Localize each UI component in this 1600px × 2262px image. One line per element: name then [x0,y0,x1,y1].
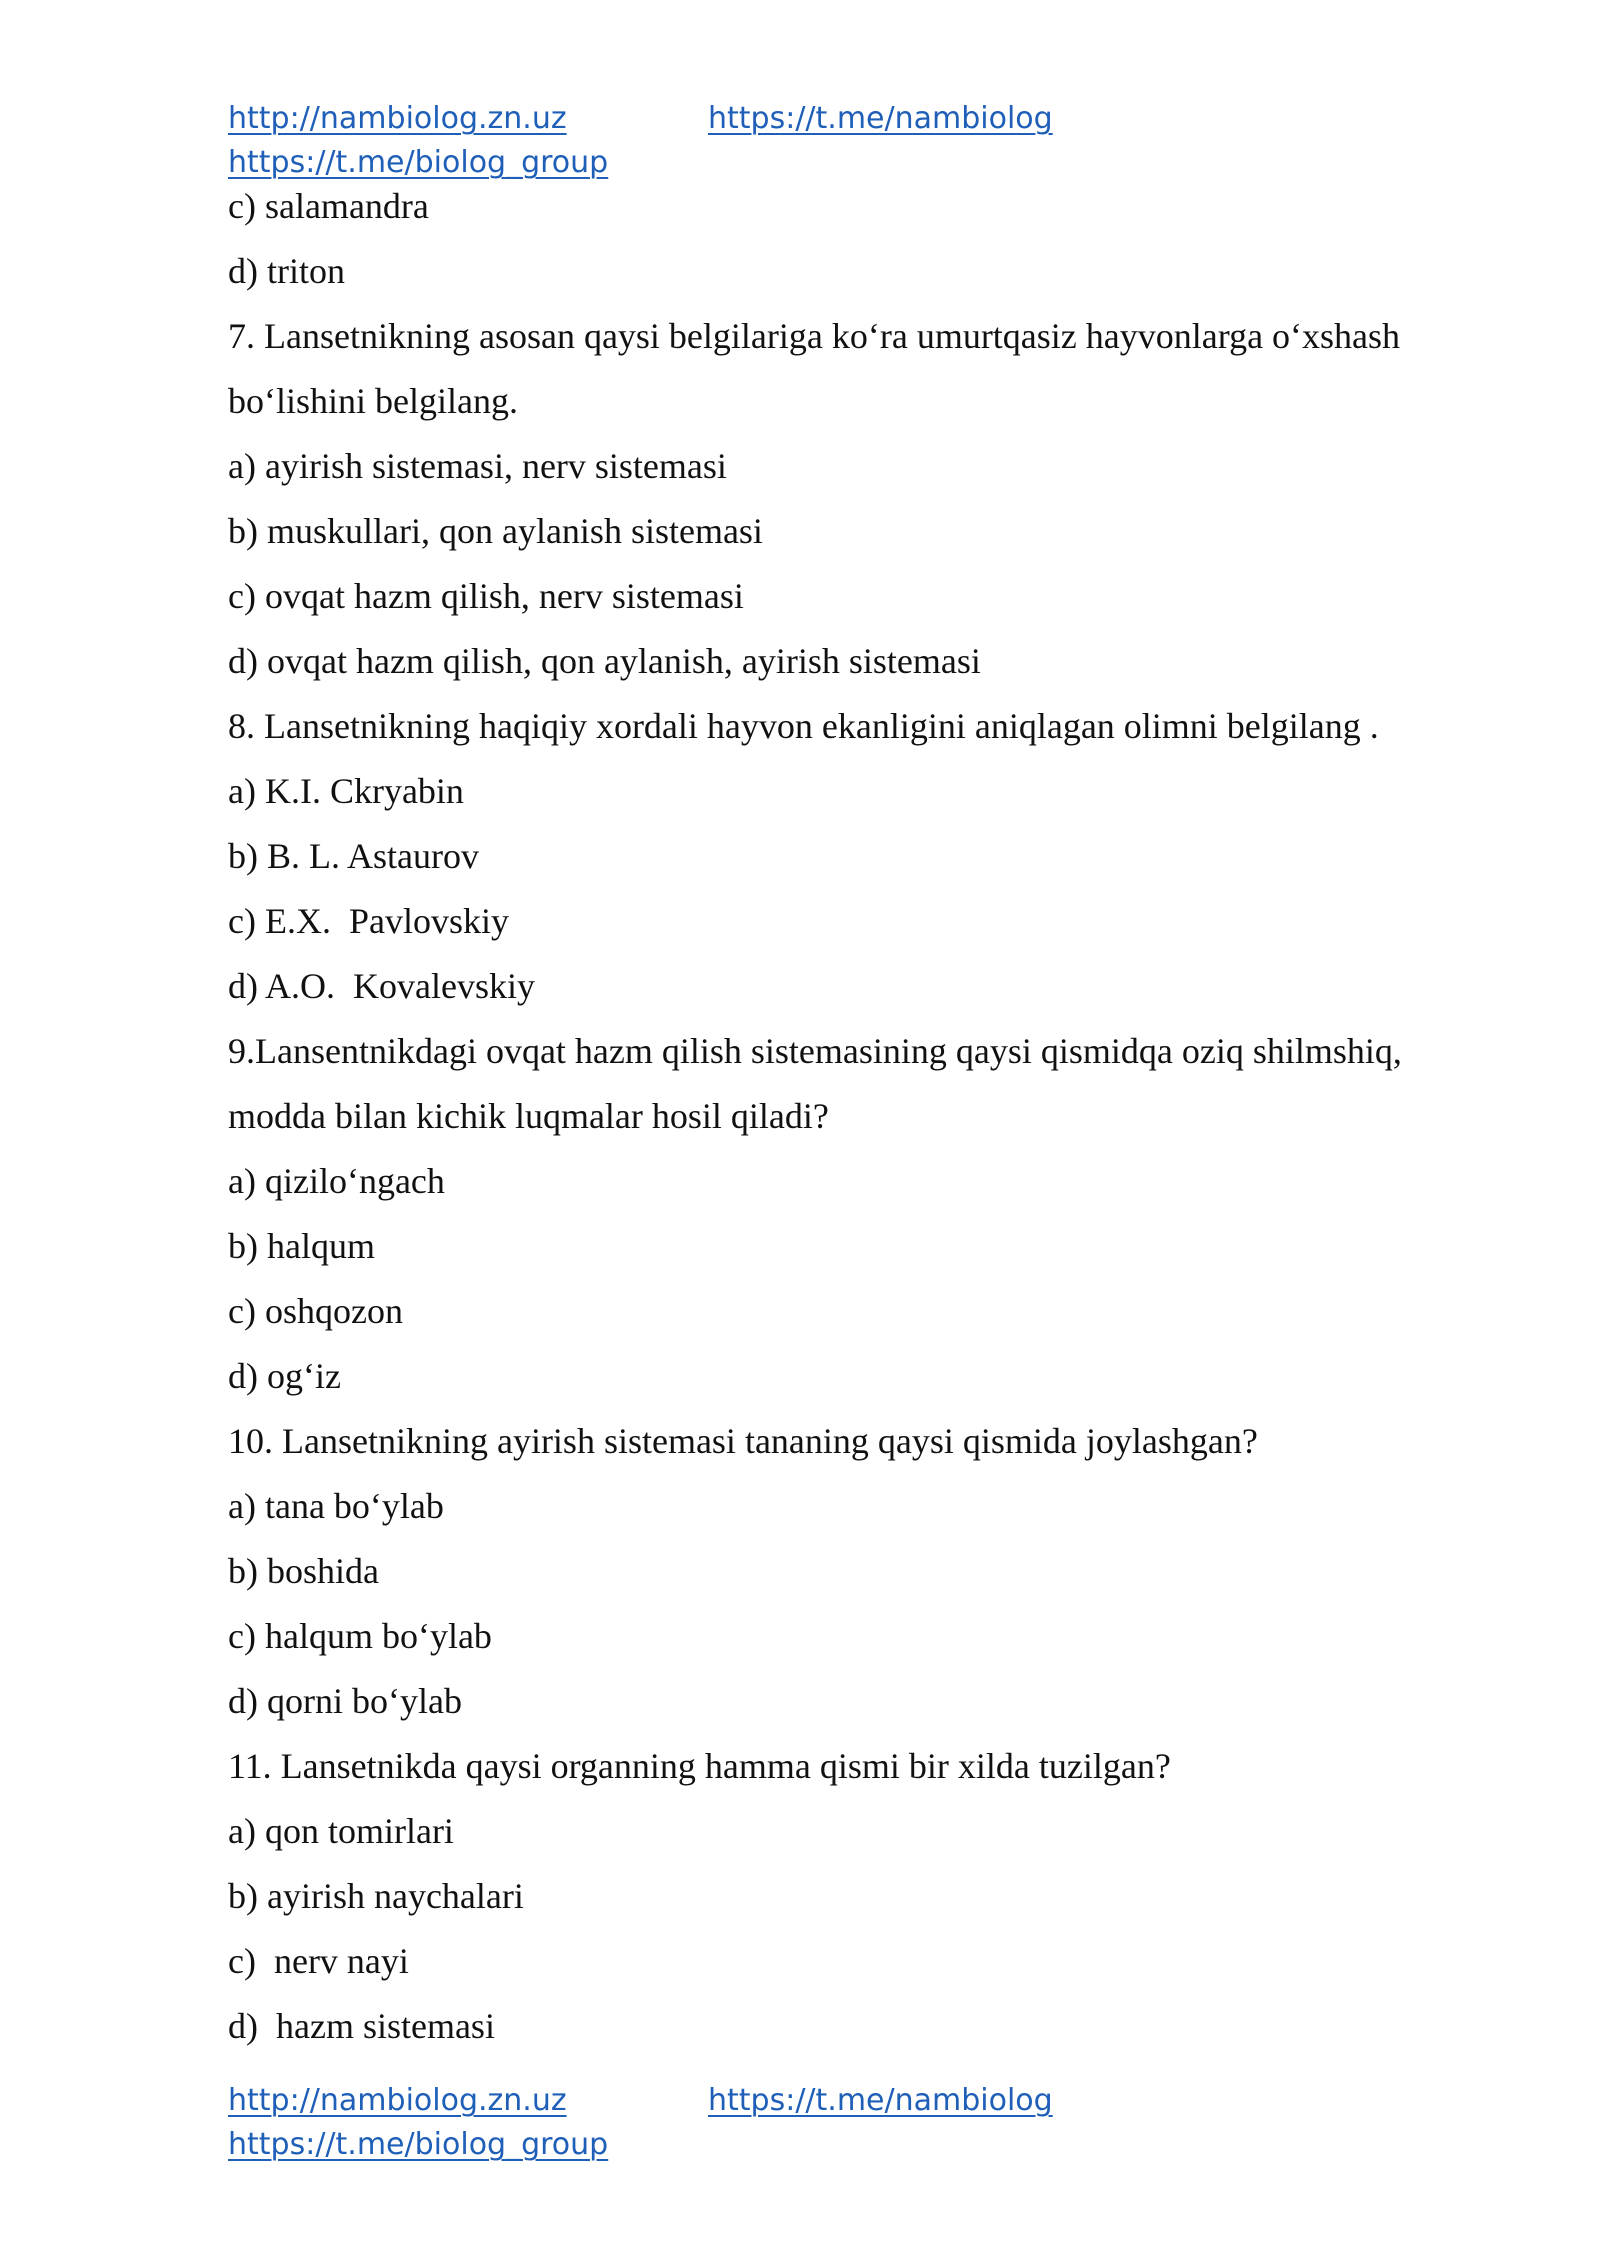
page-header [228,97,1228,185]
text-line: b) B. L. Astaurov [228,836,479,876]
text-line: c) ovqat hazm qilish, nerv sistemasi [228,576,744,616]
footer-link-telegram-group[interactable]: https://t.me/biolog_group [228,2127,609,2162]
text-line: 8. Lansetnikning haqiqiy xordali hayvon ekanligini aniqlagan olimni belgilang . [228,706,1379,746]
text-line: 9.Lansentnikdagi ovqat hazm qilish sistemasining qaysi qismidqa oziq shilmshiq, [228,1031,1402,1071]
header-links-row [228,97,1228,141]
text-line: b) ayirish naychalari [228,1876,524,1916]
text-line: d) hazm sistemasi [228,2006,495,2046]
text-line: a) tana bo‘ylab [228,1486,444,1526]
text-line: c) nerv nayi [228,1941,409,1981]
header-link-telegram-group[interactable]: https://t.me/biolog_group [228,145,609,180]
header-link-nambiolog-site[interactable]: http://nambiolog.zn.uz [228,101,567,136]
text-line: 7. Lansetnikning asosan qaysi belgilariga ko‘ra umurtqasiz hayvonlarga o‘xshash [228,316,1401,356]
document-body [228,182,1468,2067]
text-line: bo‘lishini belgilang. [228,381,518,421]
header-links-row-2 [228,141,1228,185]
text-line: b) muskullari, qon aylanish sistemasi [228,511,763,551]
footer-links-row [228,2079,1228,2123]
text-line: a) ayirish sistemasi, nerv sistemasi [228,446,727,486]
footer-links-row-2 [228,2123,1228,2167]
text-line: c) halqum bo‘ylab [228,1616,492,1656]
page-footer [228,2079,1228,2167]
footer-link-telegram-channel[interactable]: https://t.me/nambiolog [708,2083,1053,2118]
text-line: d) triton [228,251,345,291]
text-line: d) og‘iz [228,1356,341,1396]
text-line: 10. Lansetnikning ayirish sistemasi tananing qaysi qismida joylashgan? [228,1421,1258,1461]
text-line: d) A.O. Kovalevskiy [228,966,535,1006]
text-line: c) oshqozon [228,1291,403,1331]
text-line: b) halqum [228,1226,375,1266]
text-line: a) K.I. Ckryabin [228,771,464,811]
text-line: d) qorni bo‘ylab [228,1681,462,1721]
footer-link-nambiolog-site[interactable]: http://nambiolog.zn.uz [228,2083,567,2118]
text-line: c) E.X. Pavlovskiy [228,901,509,941]
text-line: a) qizilo‘ngach [228,1161,445,1201]
text-line: b) boshida [228,1551,379,1591]
text-line: 11. Lansetnikda qaysi organning hamma qismi bir xilda tuzilgan? [228,1746,1171,1786]
text-line: d) ovqat hazm qilish, qon aylanish, ayirish sistemasi [228,641,981,681]
text-line: modda bilan kichik luqmalar hosil qiladi? [228,1096,829,1136]
text-line: c) salamandra [228,186,429,226]
text-line: a) qon tomirlari [228,1811,454,1851]
header-link-telegram-channel[interactable]: https://t.me/nambiolog [708,101,1053,136]
